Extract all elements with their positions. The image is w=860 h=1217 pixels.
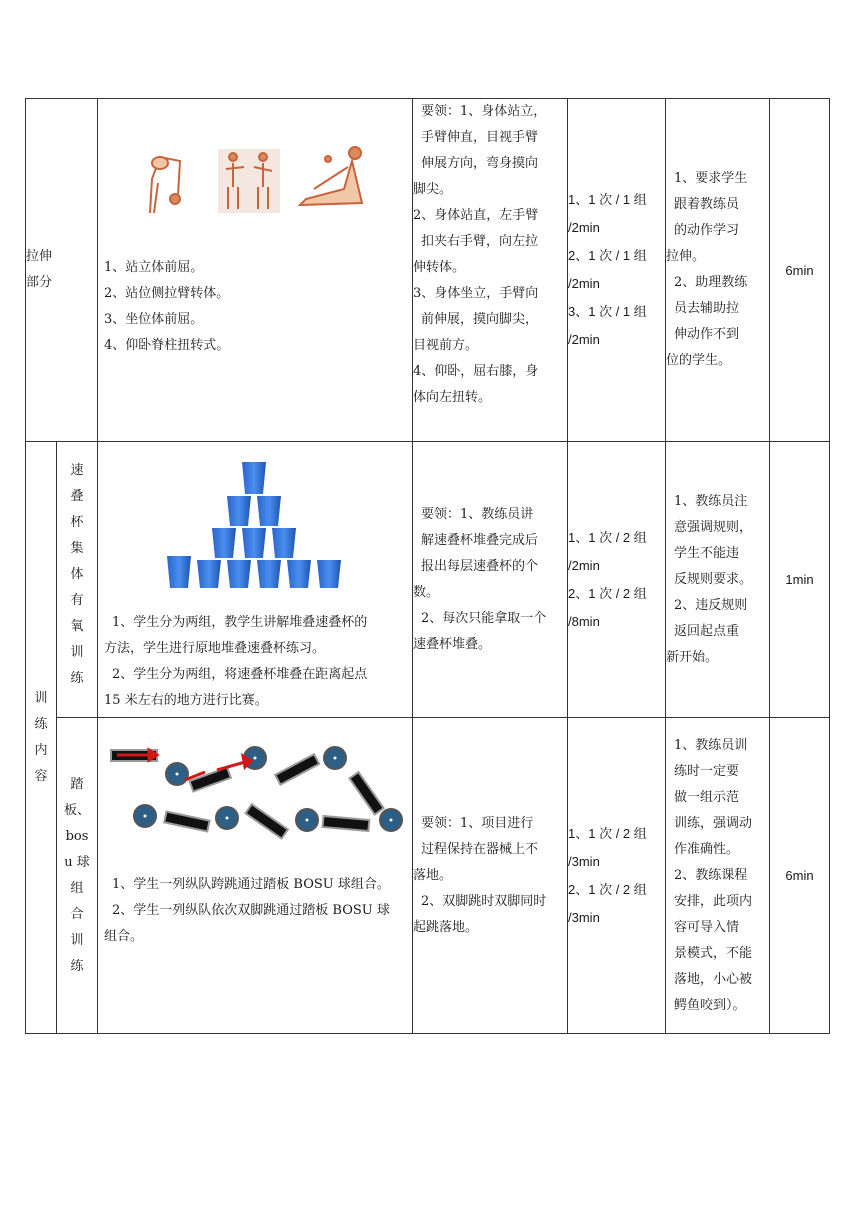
key-point-line: 起跳落地。 <box>413 919 479 935</box>
stretch-steps <box>104 255 406 359</box>
requirement-line: 容可导入情 <box>674 919 740 935</box>
requirement-line: 位的学生。 <box>666 353 732 368</box>
step-line: 1、学生分为两组，教学生讲解堆叠速叠杯的 <box>112 615 368 630</box>
requirement-line: 拉伸。 <box>666 249 706 264</box>
requirement-line: 2、助理教练 <box>674 275 748 290</box>
section-label-stacking: 速 叠 杯 集 体 有 氧 训 练 <box>57 442 98 718</box>
key-points-stacking <box>413 442 568 718</box>
table-row-bosu <box>26 718 830 1034</box>
key-point-line: 体向左扭转。 <box>413 390 492 405</box>
step-line: 1、站立体前屈。 <box>104 260 204 275</box>
key-point-line: 伸转体。 <box>413 260 466 275</box>
requirement-line: 训练，强调动 <box>674 815 753 831</box>
requirement-line: 安排，此项内 <box>674 893 753 909</box>
key-point-line: 解速叠杯堆叠完成后 <box>421 532 539 548</box>
requirement-line: 学生不能违 <box>674 545 740 561</box>
requirement-line: 2、违反规则 <box>674 597 748 613</box>
requirements-bosu <box>666 718 770 1034</box>
requirement-line: 1、要求学生 <box>674 171 748 186</box>
key-point-line: 要领：1、教练员讲 <box>421 506 534 522</box>
key-point-line: 要领：1、项目进行 <box>421 815 534 831</box>
content-cell-stacking <box>98 442 413 718</box>
step-line: 4、仰卧脊柱扭转式。 <box>104 338 230 353</box>
requirement-line: 鳄鱼咬到）。 <box>674 997 746 1013</box>
set-line: 2、1 次 / 1 组 <box>568 248 647 263</box>
requirement-line: 落地，小心被 <box>674 971 753 987</box>
time-stretch: 6min <box>770 99 830 442</box>
set-line: /8min <box>568 613 600 629</box>
key-point-line: 2、每次只能拿取一个 <box>421 610 547 626</box>
key-point-line: 手臂伸直，目视手臂 <box>421 130 539 145</box>
set-line: /2min <box>568 220 600 235</box>
sets-stretch <box>568 99 666 442</box>
set-line: 1、1 次 / 2 组 <box>568 529 647 545</box>
key-point-line: 过程保持在器械上不 <box>421 841 539 857</box>
key-point-line: 落地。 <box>413 867 453 883</box>
key-point-line: 脚尖。 <box>413 182 453 197</box>
sets-stacking <box>568 442 666 718</box>
sets-bosu <box>568 718 666 1034</box>
cup-pyramid-illustration <box>165 460 345 588</box>
group-label-training: 训 练 内 容 <box>26 442 57 1034</box>
set-line: 3、1 次 / 1 组 <box>568 304 647 319</box>
set-line: /2min <box>568 557 600 573</box>
requirements-stretch <box>666 99 770 442</box>
requirement-line: 景模式，不能 <box>674 945 753 961</box>
key-points-stretch <box>413 99 568 442</box>
key-point-line: 速叠杯堆叠。 <box>413 636 492 652</box>
set-line: /2min <box>568 332 600 347</box>
content-cell-stretch <box>98 99 413 442</box>
requirement-line: 作准确性。 <box>674 841 740 857</box>
step-line: 组合。 <box>104 929 144 944</box>
key-point-line: 扣夹右手臂，向左拉 <box>421 234 539 249</box>
step-line: 1、学生一列纵队跨跳通过踏板 BOSU 球组合。 <box>112 877 390 892</box>
step-line: 15 米左右的地方进行比赛。 <box>104 693 268 708</box>
time-stacking: 1min <box>770 442 830 718</box>
key-point-line: 前伸展，摸向脚尖， <box>421 312 539 327</box>
requirement-line: 2、教练课程 <box>674 867 748 883</box>
step-line: 2、学生分为两组，将速叠杯堆叠在距离起点 <box>112 667 368 682</box>
table-row-stacking <box>26 442 830 718</box>
requirement-line: 1、教练员注 <box>674 493 748 509</box>
requirement-line: 意强调规则， <box>674 519 753 535</box>
section-label-stretch: 拉伸 部分 <box>26 99 98 442</box>
set-line: /2min <box>568 276 600 291</box>
key-point-line: 3、身体坐立，手臂向 <box>413 286 539 301</box>
requirement-line: 反规则要求。 <box>674 571 753 587</box>
set-line: 1、1 次 / 2 组 <box>568 825 647 841</box>
set-line: 2、1 次 / 2 组 <box>568 585 647 601</box>
content-cell-bosu <box>98 718 413 1034</box>
requirement-line: 伸动作不到 <box>674 327 740 342</box>
key-point-line: 报出每层速叠杯的个 <box>421 558 539 574</box>
step-line: 2、站位侧拉臂转体。 <box>104 286 230 301</box>
step-line: 3、坐位体前屈。 <box>104 312 204 327</box>
key-point-line: 要领：1、身体站立， <box>421 104 547 119</box>
requirement-line: 1、教练员训 <box>674 737 748 753</box>
key-point-line: 2、身体站直，左手臂 <box>413 208 539 223</box>
requirement-line: 跟着教练员 <box>674 197 740 212</box>
requirement-line: 返回起点重 <box>674 623 740 639</box>
key-point-line: 2、双脚跳时双脚同时 <box>421 893 547 909</box>
key-point-line: 目视前方。 <box>413 338 479 353</box>
bosu-steps <box>104 872 406 950</box>
key-point-line: 4、仰卧，屈右膝，身 <box>413 364 539 379</box>
set-line: 2、1 次 / 2 组 <box>568 881 647 897</box>
lesson-plan-table <box>25 98 830 1034</box>
key-point-line: 伸展方向，弯身摸向 <box>421 156 539 171</box>
stretching-illustration <box>130 143 380 215</box>
key-points-bosu <box>413 718 568 1034</box>
section-label-bosu: 踏 板、 bos u 球 组 合 训 练 <box>57 718 98 1034</box>
requirements-stacking <box>666 442 770 718</box>
set-line: /3min <box>568 853 600 869</box>
requirement-line: 新开始。 <box>666 649 719 665</box>
stacking-steps <box>104 610 406 714</box>
set-line: 1、1 次 / 1 组 <box>568 192 647 207</box>
requirement-line: 的动作学习 <box>674 223 740 238</box>
bosu-course-illustration <box>105 736 405 840</box>
key-point-line: 数。 <box>413 584 440 600</box>
requirement-line: 做一组示范 <box>674 789 740 805</box>
requirement-line: 练时一定要 <box>674 763 740 779</box>
step-line: 方法，学生进行原地堆叠速叠杯练习。 <box>104 641 326 656</box>
set-line: /3min <box>568 909 600 925</box>
time-bosu: 6min <box>770 718 830 1034</box>
table-row-stretch <box>26 99 830 442</box>
requirement-line: 员去辅助拉 <box>674 301 740 316</box>
step-line: 2、学生一列纵队依次双脚跳通过踏板 BOSU 球 <box>112 903 390 918</box>
